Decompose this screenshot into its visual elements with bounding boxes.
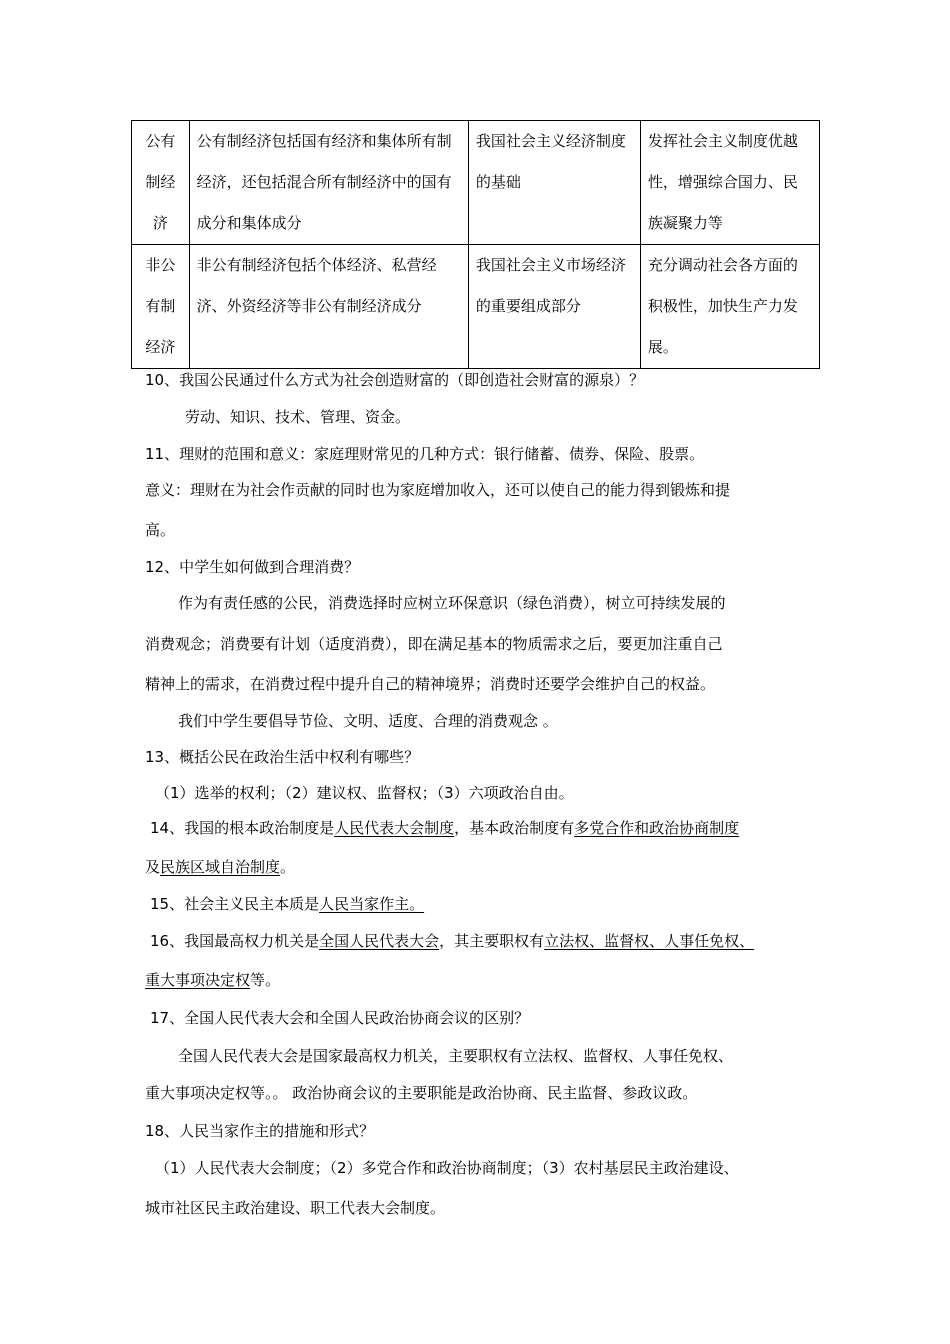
- table-row: [132, 245, 820, 369]
- economy-table: [131, 120, 820, 369]
- q12-p1-line1: 作为有责任感的公民，消费选择时应树立环保意识（绿色消费），树立可持续发展的: [178, 594, 726, 612]
- table-cell-status: 我国社会主义经济制度的基础: [468, 121, 640, 245]
- q10-question: 10、我国公民通过什么方式为社会创造财富的（即创造社会财富的源泉）？: [145, 371, 645, 389]
- q16-mid: ，其主要职权有: [439, 932, 545, 950]
- q14-line2: [145, 856, 295, 877]
- q18-question: 18、人民当家作主的措施和形式？: [145, 1122, 375, 1140]
- q12-question: 12、中学生如何做到合理消费？: [145, 558, 360, 576]
- q12-p1-line3: 精神上的需求，在消费过程中提升自己的精神境界；消费时还要学会维护自己的权益。: [145, 675, 716, 693]
- table-cell-role: 发挥社会主义制度优越性，增强综合国力、民族凝聚力等: [640, 121, 819, 245]
- q16-suffix: 等。: [250, 971, 281, 989]
- table-cell-content: 公有制经济包括国有经济和集体所有制经济，还包括混合所有制经济中的国有成分和集体成分: [189, 121, 468, 245]
- q10-answer: 劳动、知识、技术、管理、资金。: [185, 408, 411, 426]
- table-cell-content: 非公有制经济包括个体经济、私营经济、外资经济等非公有制经济成分: [189, 245, 468, 369]
- q16-line1: [150, 930, 754, 951]
- q15-line: [150, 893, 424, 914]
- q16-underline-1: 全国人民代表大会: [319, 932, 440, 950]
- q14-pre3: 及: [145, 858, 161, 876]
- q12-p2: 我们中学生要倡导节俭、文明、适度、合理的消费观念 。: [178, 712, 558, 730]
- q15-underline: 人民当家作主。: [319, 895, 425, 913]
- q13-question: 13、概括公民在政治生活中权利有哪些？: [145, 748, 420, 766]
- table-cell-role: 充分调动社会各方面的积极性，加快生产力发展。: [640, 245, 819, 369]
- q16-line2: [145, 969, 280, 990]
- q16-prefix: 16、我国最高权力机关是: [150, 932, 320, 950]
- q11-line3: 高。: [145, 521, 176, 539]
- q18-line2: 城市社区民主政治建设、职工代表大会制度。: [145, 1199, 446, 1217]
- q11-line2: 意义：理财在为社会作贡献的同时也为家庭增加收入，还可以使自己的能力得到锻炼和提: [145, 481, 731, 499]
- table-row: [132, 121, 820, 245]
- table-cell-status: 我国社会主义市场经济的重要组成部分: [468, 245, 640, 369]
- table-cell-type: 公有制经济: [132, 121, 190, 245]
- q14-suffix: 。: [280, 858, 296, 876]
- q14-prefix: 14、我国的根本政治制度是: [150, 819, 335, 837]
- q14-line1: [150, 817, 739, 838]
- q13-answer: （1）选举的权利；（2）建议权、监督权；（3）六项政治自由。: [155, 784, 574, 802]
- q15-prefix: 15、社会主义民主本质是: [150, 895, 320, 913]
- q16-underline-3: 重大事项决定权: [145, 971, 251, 989]
- q14-underline-3: 民族区域自治制度: [160, 858, 281, 876]
- q17-line1: 全国人民代表大会是国家最高权力机关，主要职权有立法权、监督权、人事任免权、: [178, 1047, 734, 1065]
- table-cell-type: 非公有制经济: [132, 245, 190, 369]
- q14-underline-1: 人民代表大会制度: [334, 819, 455, 837]
- q14-underline-2: 多党合作和政治协商制度: [574, 819, 740, 837]
- q18-line1: （1）人民代表大会制度；（2）多党合作和政治协商制度；（3）农村基层民主政治建设、: [155, 1159, 739, 1177]
- q17-question: 17、全国人民代表大会和全国人民政治协商会议的区别？: [150, 1009, 530, 1027]
- q11-line1: 11、理财的范围和意义：家庭理财常见的几种方式：银行储蓄、债券、保险、股票。: [145, 445, 705, 463]
- q17-line2: 重大事项决定权等。。 政治协商会议的主要职能是政治协商、民主监督、参政议政。: [145, 1084, 698, 1102]
- q16-underline-2: 立法权、监督权、人事任免权、: [544, 932, 755, 950]
- q14-mid: ，基本政治制度有: [454, 819, 575, 837]
- q12-p1-line2: 消费观念；消费要有计划（适度消费），即在满足基本的物质需求之后，要更加注重自己: [145, 635, 723, 653]
